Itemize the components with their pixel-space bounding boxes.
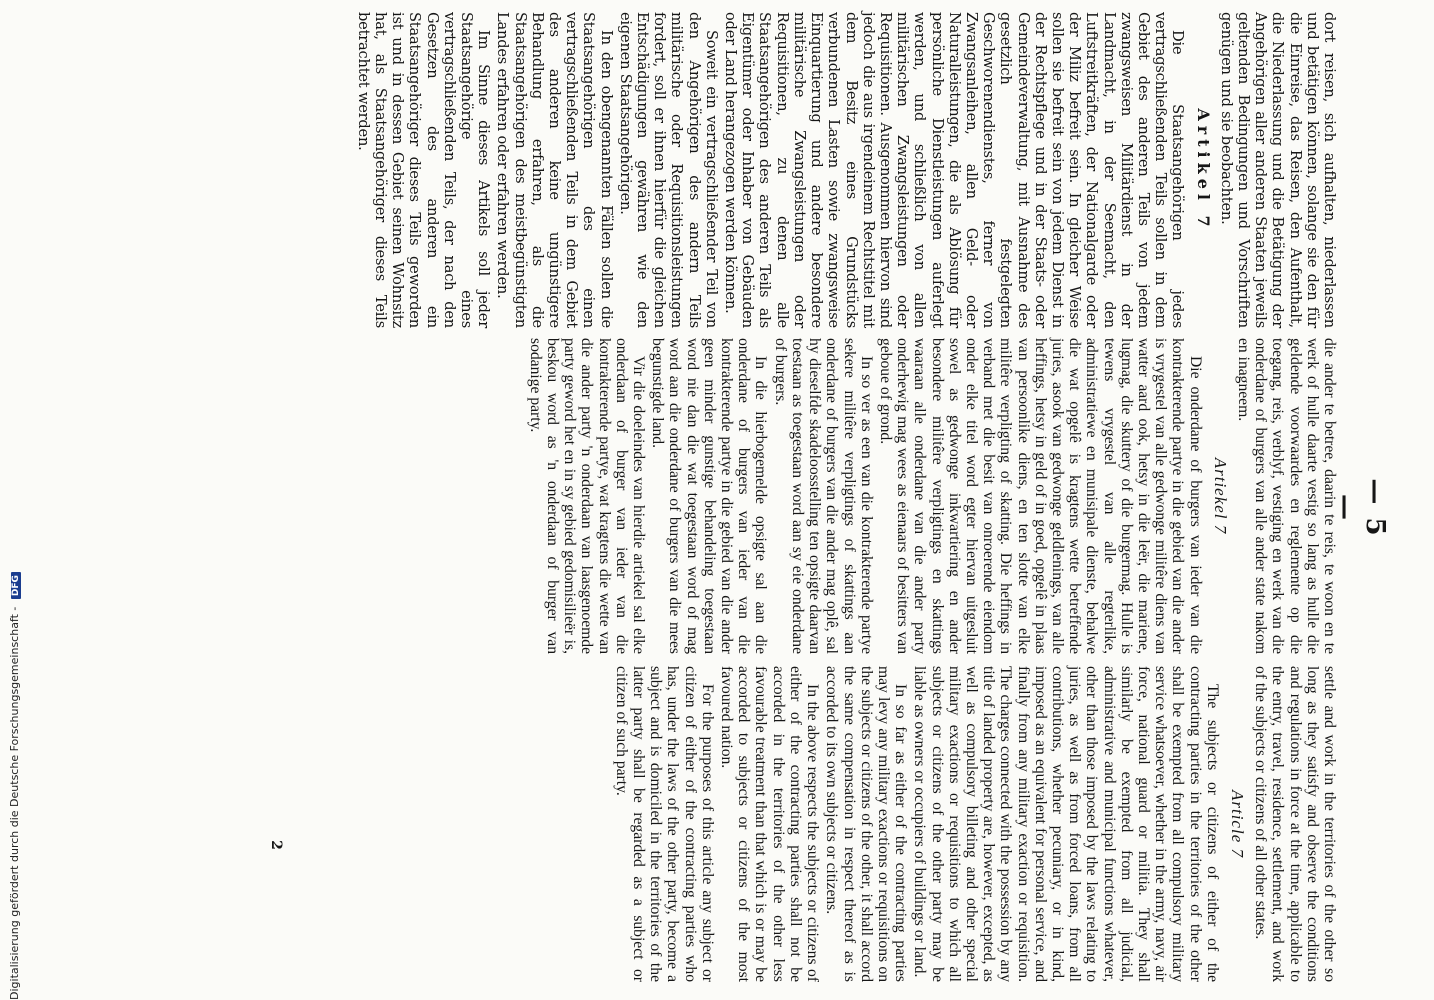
english-continuation: settle and work in the territories of the other so long as they satisfy and observe the conditions and regulations in force at the time, applicable to the entry, travel, residence, settlement, and work of the subjects or citizens of all other states. [1252,666,1338,982]
afrikaans-continuation: die ander te betree, daarin te reis, te woon en te werk of hulle daarte vestig so lang as hulle die geldende voorwaardes en reglemente op die toegang, reis, verblyf, vestiging en werk van die onderdane of burgers van alle ander state nakom en inagneem. [1234,338,1338,654]
digitization-footnote [8,572,21,1000]
german-paragraph: Soweit ein vertragschließender Teil von den Angehörigen des andern Teils militärische oder Requisitionsleistungen fordert, soll er ihnen hierfür die gleichen Entschädigungen gewähren wie den eigenen Staatsangehörigen. [616,12,720,328]
german-continuation: dort reisen, sich aufhalten, niederlassen und betätigen können, solange sie den für die Einreise, das Reisen, den Aufenthalt, die Niederlassung und die Betätigung der Angehörigen aller anderen Staaten jeweils geltenden Bedingungen und Vorschriften genügen und sie beobachten. [1217,12,1338,328]
german-paragraph: Die Staatsangehörigen jedes vertragschließenden Teils sollen in dem Gebiet des anderen Teils von jedem zwangsweisen Militärdienst in der Landmacht, in der Seemacht, den Luftstreitkräften, der Nationalgarde oder der Miliz befreit sein. In gleicher Weise sollen sie befreit sein von jedem Dienst in der Rechtspflege und in der Staats- oder Gemeindeverwaltung, mit Ausnahme des gesetzlich festgelegten Geschworenendienstes, ferner von Zwangsanleihen, allen Geld- oder Naturalleistungen, die als Ablösung für persönliche Dienstleistungen auferlegt werden, und schließlich von allen militärischen Zwangsleistungen oder Requisitionen. Ausgenommen hiervon sind jedoch die aus irgendeinem Rechtstitel mit dem Besitz eines Grundstücks verbundenen Lasten sowie zwangsweise Einquartierung und andere besondere militärische Zwangsleistungen oder Requisitionen, zu denen alle Staatsangehörigen des anderen Teils als Eigentümer oder Inhaber von Gebäuden oder Land herangezogen werden können. [722,12,1187,328]
signature-mark: 2 [268,840,284,850]
german-paragraph: Im Sinne dieses Artikels soll jeder Staatsangehörige eines vertragschließenden Teils, der nach den Gesetzen des anderen ein Staatsangehöriger dieses Teils geworden ist und in dessen Gebiet seinen Wohnsitz hat, als Staatsangehöriger dieses Teils betrachtet werden. [354,12,493,328]
english-paragraph: The subjects or citizens of either of the contracting parties in the territories of the other shall be exempted from all compulsory military service whatsoever, whether in the army, navy, air force, national guard or militia. They shall similarly be exempted from all judicial, administrative and municipal functions whatever, other than those imposed by the laws relating to juries, as well as from forced loans, from all contributions, whether pecuniary, or in kind, imposed as an equivalent for personal service, and finally from any military exaction or requisition. The charges connected with the possession by any title of landed property are, however, excepted, as well as compulsory billeting and other special military exactions or requisitions to which all subjects or citizens of the other party may be liable as owners or occupiers of buildings or land. [911,666,1221,982]
afrikaans-paragraph: In die hierbogemelde opsigte sal aan die onderdane of burgers van ieder van die kontrakterende partye in die gebied van die ander geen minder gunstige behandeling toegestaan word nie dan die wat toegestaan word of mag word aan die onderdane of burgers van die mees begunstigde land. [649,338,770,654]
english-column [611,666,1338,982]
dfg-logo: DFG [11,572,21,599]
afrikaans-paragraph: Die onderdane of burgers van ieder van die kontrakterende partye in die gebied van die ander is vrygestel van alle gedwonge militêre diens van watter aard ook, hetsy in die leër, die mariene, lugmag, die skuttery of die burgermag. Hulle is tewens vrygestel van alle regterlike, administratiewe en munisipale dienste, behalwe die wat opgelê is kragtens wette betreffende juries, asook van gedwonge geldlenings, van alle heffings, hetsy in geld of in goed, opgelê in plaas van persoonlike diens, en ten slotte van elke militêre verpligting of skatting. Die heffings in verband met die besit van onroerende eiendom onder elke titel word egter hiervan uitgesluit sowel as gedwonge inkwartiering en ander besondere militêre verpligtings en skattings waaraan alle onderdane van die ander party onderhewig mag wees as eienaars of besitters van geboue of grond. [876,338,1204,654]
english-paragraph: In so far as either of the contracting parties may levy any military exactions or requisitions on the subjects or citizens of the other, it shall accord the same compensation in respect thereof as is accorded to its own subjects or citizens. [823,666,910,982]
afrikaans-column [525,338,1338,654]
english-article-heading: Article 7 [1227,789,1247,858]
german-article-heading: Artikel 7 [1193,108,1213,232]
afrikaans-paragraph: Vir die doeleindes van hierdie artiekel sal elke onderdaan of burger van ieder van die kontrakterende partye, wat kragtens die wette van die ander party 'n onderdaan van laasgenoemde party geword het en in sy gebied gedomisilieër is, beskou word as 'n onderdaan of burger van sodanige party. [526,338,648,654]
german-column [353,12,1338,328]
footnote-text: Digitalisierung gefördert durch die Deutsche Forschungsgemeinschaft - [8,606,21,1000]
page-number: — 5 — [1330,478,1390,538]
afrikaans-paragraph: In so ver as een van die kontrakterende partye sekere militêre verpligtings of skattings aan onderdane of burgers van die ander mag oplê, sal hy dieselfde skadeloosstelling ten opsigte daarvan toestaan as toegestaan word aan sy eie onderdane of burgers. [771,338,875,654]
english-paragraph: In the above respects the subjects or citizens of either of the contracting parties shall not be accorded in the territories of the other less favourable treatment than that which is or may be accorded to subjects or citizens of the most favoured nation. [718,666,822,982]
german-paragraph: In den obengenannten Fällen sollen die Staatsangehörigen des einen vertragschließenden Teils in dem Gebiet des anderen keine ungünstigere Behandlung erfahren, als die Staatsangehörigen des meistbegünstigten Landes erfahren oder erfahren werden. [494,12,615,328]
afrikaans-article-heading: Artiekel 7 [1210,457,1230,535]
english-paragraph: For the purposes of this article any subject or citizen of either of the contracting parties who has, under the laws of the other party, become a subject and is domiciled in the territories of the latter party shall be regarded as a subject or citizen of such party. [612,666,716,982]
